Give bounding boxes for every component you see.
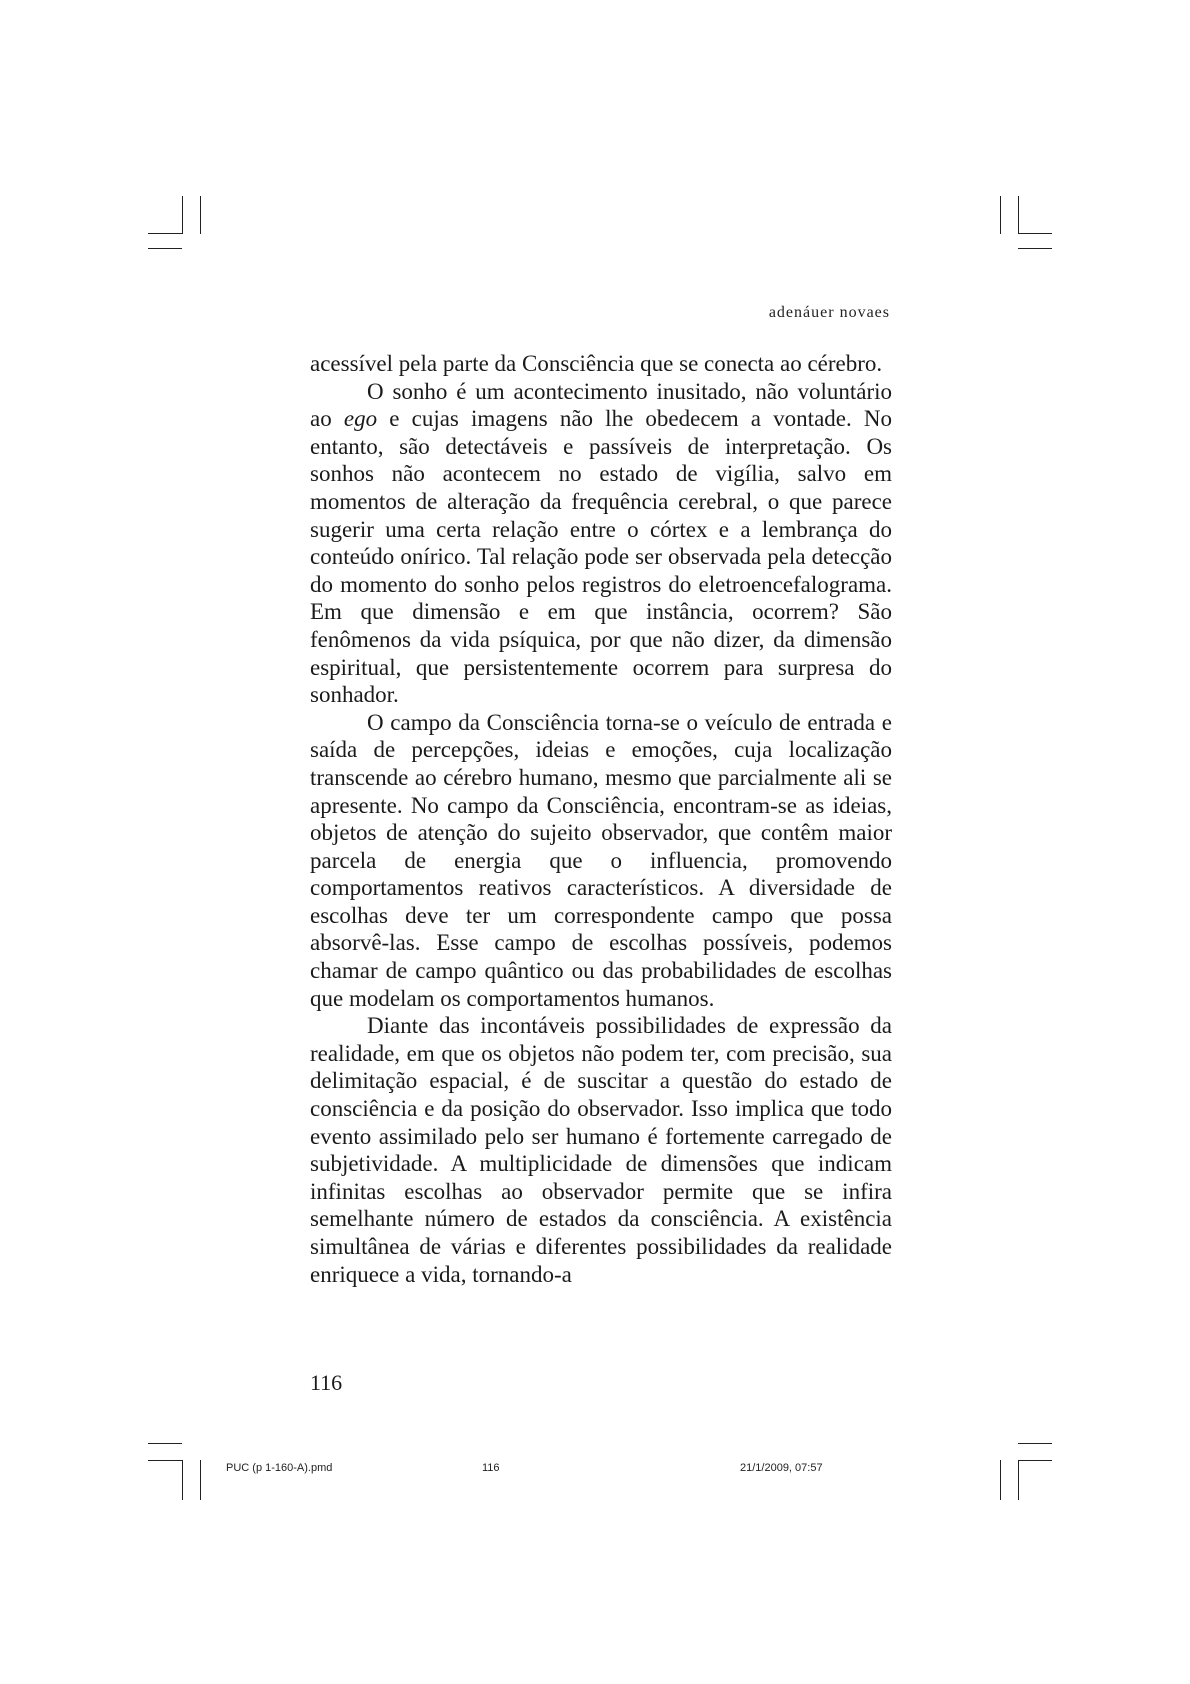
page-number: 116 bbox=[310, 1370, 343, 1395]
crop-mark bbox=[148, 1443, 182, 1444]
crop-mark bbox=[1000, 1460, 1001, 1500]
body-text bbox=[310, 350, 892, 1288]
slug-datetime: 21/1/2009, 07:57 bbox=[740, 1462, 823, 1474]
crop-mark bbox=[148, 1460, 182, 1461]
crop-mark bbox=[200, 196, 201, 234]
crop-mark bbox=[1018, 1443, 1052, 1444]
paragraph: O campo da Consciência torna-se o veículo de entrada e saída de percepções, ideias e emoções, cuja localização transcende ao cérebro humano, mesmo que parcialmente ali se apresente. No campo da Consciência, encontram-se as ideias, objetos de atenção do sujeito observador, que contêm maior parcela de energia que o influencia, promovendo comportamentos reativos característicos. A diversidade de escolhas deve ter um correspondente campo que possa absorvê-las. Esse campo de escolhas possíveis, podemos chamar de campo quântico ou das probabilidades de escolhas que modelam os comportamentos humanos. bbox=[310, 709, 892, 1011]
crop-mark bbox=[1018, 233, 1052, 234]
crop-mark bbox=[182, 196, 183, 234]
crop-mark bbox=[1018, 1460, 1052, 1461]
crop-mark bbox=[1018, 1460, 1019, 1500]
crop-mark bbox=[148, 233, 182, 234]
crop-mark bbox=[148, 248, 182, 249]
slug-page: 116 bbox=[482, 1462, 500, 1474]
crop-mark bbox=[182, 1460, 183, 1500]
paragraph: acessível pela parte da Consciência que se conecta ao cérebro. bbox=[310, 351, 883, 376]
slug-filename: PUC (p 1-160-A).pmd bbox=[226, 1462, 333, 1474]
paragraph: O sonho é um acontecimento inusitado, não voluntário ao ego e cujas imagens não lhe obedecem a vontade. No entanto, são detectáveis e passíveis de interpretação. Os sonhos não acontecem no estado de vigília, salvo em momentos de alteração da frequência cerebral, o que parece sugerir uma certa relação entre o córtex e a lembrança do conteúdo onírico. Tal relação pode ser observada pela detecção do momento do sonho pelos registros do eletroencefalograma. Em que dimensão e em que instância, ocorrem? São fenômenos da vida psíquica, por que não dizer, da dimensão espiritual, que persistentemente ocorrem para surpresa do sonhador. bbox=[310, 378, 892, 708]
crop-mark bbox=[1018, 248, 1052, 249]
italic-term: ego bbox=[343, 406, 378, 432]
crop-mark bbox=[1000, 196, 1001, 234]
crop-mark bbox=[200, 1460, 201, 1500]
paragraph: Diante das incontáveis possibilidades de expressão da realidade, em que os objetos não podem ter, com precisão, sua delimitação espacial, é de suscitar a questão do estado de consciência e da posição do observador. Isso implica que todo evento assimilado pelo ser humano é fortemente carregado de subjetividade. A multiplicidade de dimensões que indicam infinitas escolhas ao observador permite que se infira semelhante número de estados da consciência. A existência simultânea de várias e diferentes possibilidades da realidade enriquece a vida, tornando-a bbox=[310, 1013, 892, 1287]
running-head: adenáuer novaes bbox=[768, 304, 890, 321]
crop-mark bbox=[1018, 196, 1019, 234]
